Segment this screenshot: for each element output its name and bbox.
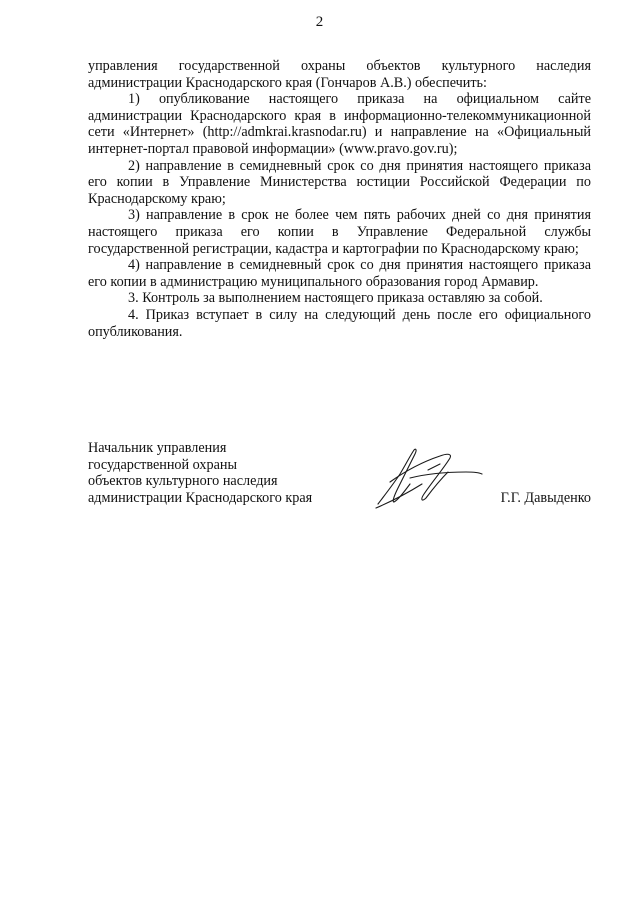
- signatory-position-line: государственной охраны: [88, 456, 238, 473]
- paragraph-clause-3: 3. Контроль за выполнением настоящего приказа оставляю за собой.: [128, 290, 543, 307]
- signatory-position-line: администрации Краснодарского края: [88, 489, 313, 506]
- paragraph-item-2: 2) направление в семидневный срок со дня принятия настоящего приказа его копии в Управление Министерства юстиции Российской Федерации по Краснодарскому краю;: [88, 157, 591, 207]
- paragraph-item-3: 3) направление в срок не более чем пять рабочих дней со дня принятия настоящего приказа его копии в Управление Федеральной службы государственной регистрации, кадастра и картографии по Краснодарскому краю;: [88, 207, 591, 257]
- signatory-name: Г.Г. Давыденко: [500, 490, 591, 506]
- signatory-position-line: Начальник управления: [88, 440, 227, 456]
- page-number: 2: [315, 14, 324, 30]
- handwritten-signature: [370, 442, 485, 512]
- signature-block: [88, 440, 591, 510]
- signatory-position-line: объектов культурного наследия: [88, 473, 278, 490]
- paragraph-item-1: 1) опубликование настоящего приказа на официальном сайте администрации Краснодарского края в информационно-телекоммуникационной сети «Интернет» (http://admkrai.krasnodar.ru) и направление на «Официальный интернет-портал правовой информации» (www.pravo.gov.ru);: [88, 91, 591, 157]
- paragraph-item-4: 4) направление в семидневный срок со дня принятия настоящего приказа его копии в администрацию муниципального образования город Армавир.: [88, 257, 591, 290]
- paragraph-intro: управления государственной охраны объектов культурного наследия администрации Краснодарского края (Гончаров А.В.) обеспечить:: [88, 58, 591, 91]
- document-body: [88, 58, 591, 340]
- signatory-position: [88, 440, 348, 506]
- paragraph-clause-4: 4. Приказ вступает в силу на следующий день после его официального опубликования.: [88, 306, 591, 340]
